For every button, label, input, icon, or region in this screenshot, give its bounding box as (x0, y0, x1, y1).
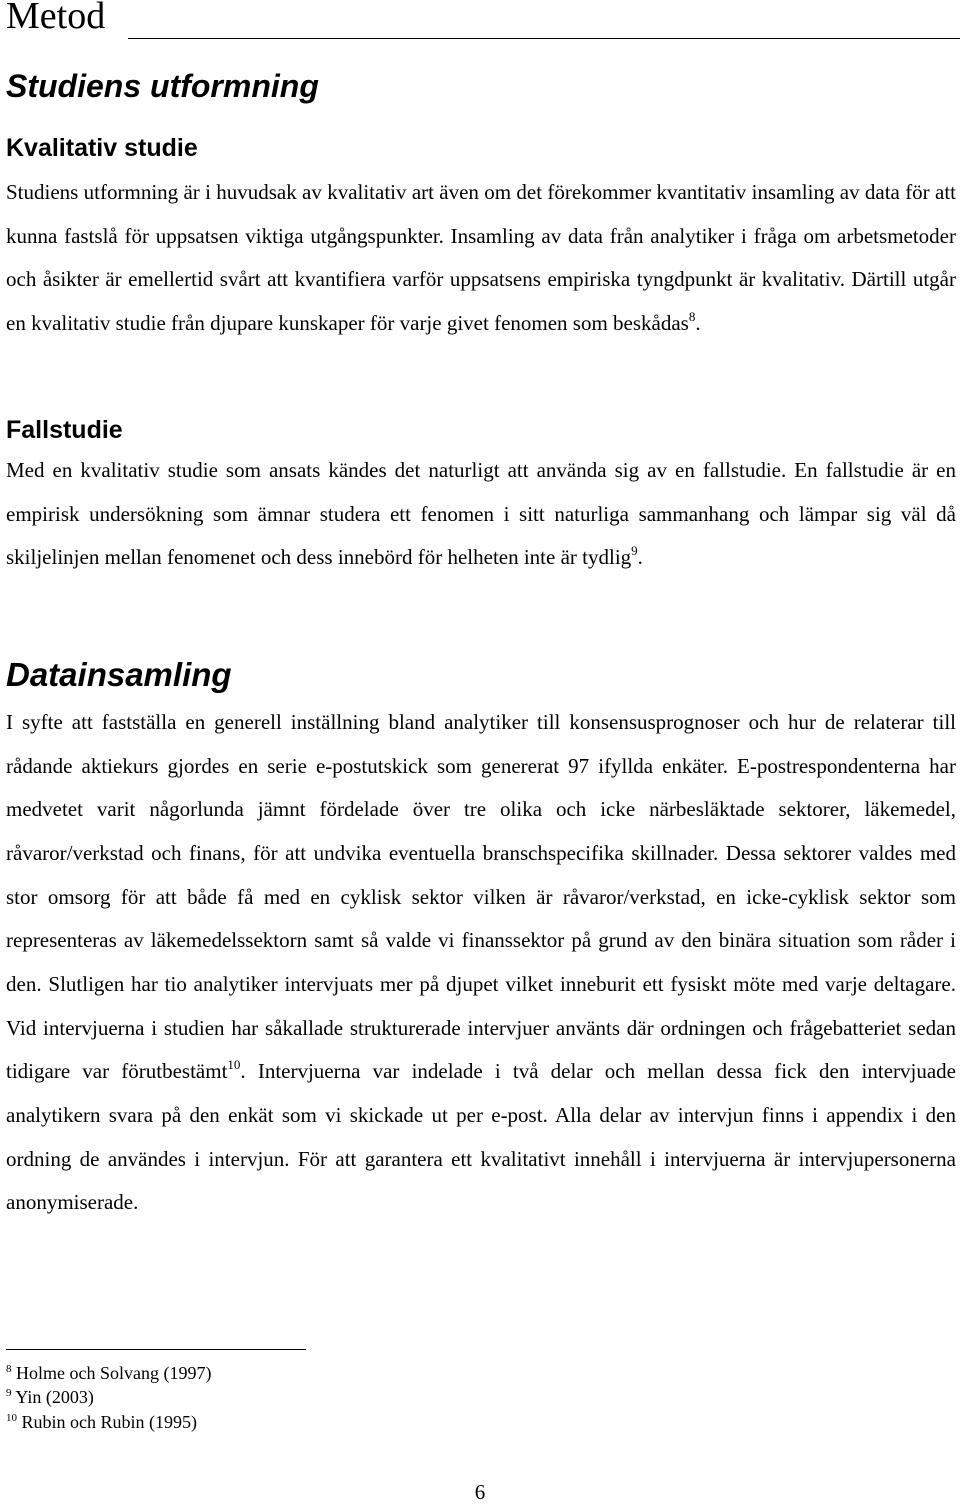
footnote-ref-9: 9 (631, 543, 638, 559)
footnote-separator (6, 1349, 306, 1350)
footnote-text: Yin (2003) (15, 1387, 94, 1408)
footnote-number: 9 (6, 1387, 12, 1400)
paragraph-text-end: . (695, 310, 701, 335)
footnotes-list (6, 1361, 211, 1434)
section-title-datainsamling: Datainsamling (6, 656, 232, 693)
paragraph-text: I syfte att fastställa en generell inställning bland analytiker till konsensusprognoser och hur de relaterar till rådande aktiekurs gjordes en serie e-postutskick som genererat 97 ifyllda enkäter. E-postrespondenterna har medvetet varit någorlunda jämnt fördelade över tre olika och icke närbesläktade sektorer, läkemedel, råvaror/verkstad och finans, för att undvika eventuella branschspecifika skillnader. Dessa sektorer valdes med stor omsorg för att både få med en cyklisk sektor vilken är råvaror/verkstad, en icke-cyklisk sektor som representeras av läkemedelssektorn samt så valde vi finanssektor på grund av den binära situation som råder i den. Slutligen har tio analytiker intervjuats mer på djupet vilket inneburit ett fysiskt möte med varje deltagare. Vid intervjuerna i studien har såkallade strukturerade intervjuer använts där ordningen och frågebatteriet sedan tidigare var förutbestämt (6, 710, 956, 1084)
subsection-title-kvalitativ-studie: Kvalitativ studie (6, 134, 198, 162)
paragraph-datainsamling (6, 701, 956, 1225)
paragraph-text-end: . Intervjuerna var indelade i två delar och mellan dessa fick den intervjuade analytikern svara på den enkät som vi skickade ut per e-post. Alla delar av intervjun finns i appendix i den ordning de användes i intervjun. För att garantera ett kvalitativt innehåll i intervjuerna är intervjupersonerna anonymiserade. (6, 1059, 956, 1215)
section-title: Studiens utformning (6, 68, 319, 104)
footnote-item (6, 1385, 211, 1409)
paragraph-kvalitativ-studie (6, 171, 956, 345)
footnote-item (6, 1410, 211, 1434)
page-number: 6 (474, 1480, 486, 1504)
chapter-title-rule (128, 38, 960, 39)
footnote-text: Holme och Solvang (1997) (16, 1363, 212, 1383)
paragraph-text: Studiens utformning är i huvudsak av kvalitativ art även om det förekommer kvantitativ insamling av data för att kunna fastslå för uppsatsen viktiga utgångspunkter. Insamling av data från analytiker i fråga om arbetsmetoder och åsikter är emellertid svårt att kvantifiera varför uppsatsens empiriska tyngdpunkt är kvalitativ. Därtill utgår en kvalitativ studie från djupare kunskaper för varje givet fenomen som beskådas (6, 180, 956, 335)
footnote-ref-10: 10 (227, 1057, 241, 1073)
paragraph-text-end: . (637, 545, 643, 570)
footnote-text: Rubin och Rubin (1995) (21, 1411, 197, 1432)
footnote-number: 10 (6, 1411, 17, 1424)
paragraph-fallstudie (6, 449, 956, 580)
footnote-item (6, 1361, 211, 1385)
footnote-ref-8: 8 (688, 308, 696, 324)
chapter-title: Metod (6, 0, 106, 37)
footnote-number: 8 (6, 1363, 12, 1375)
paragraph-text: Med en kvalitativ studie som ansats kändes det naturligt att använda sig av en fallstudie. En fallstudie är en empirisk undersökning som ämnar studera ett fenomen i sitt naturliga sammanhang och lämpar sig väl då skiljelinjen mellan fenomenet och dess innebörd för helheten inte är tydlig (6, 458, 956, 570)
subsection-title-fallstudie: Fallstudie (6, 416, 123, 444)
